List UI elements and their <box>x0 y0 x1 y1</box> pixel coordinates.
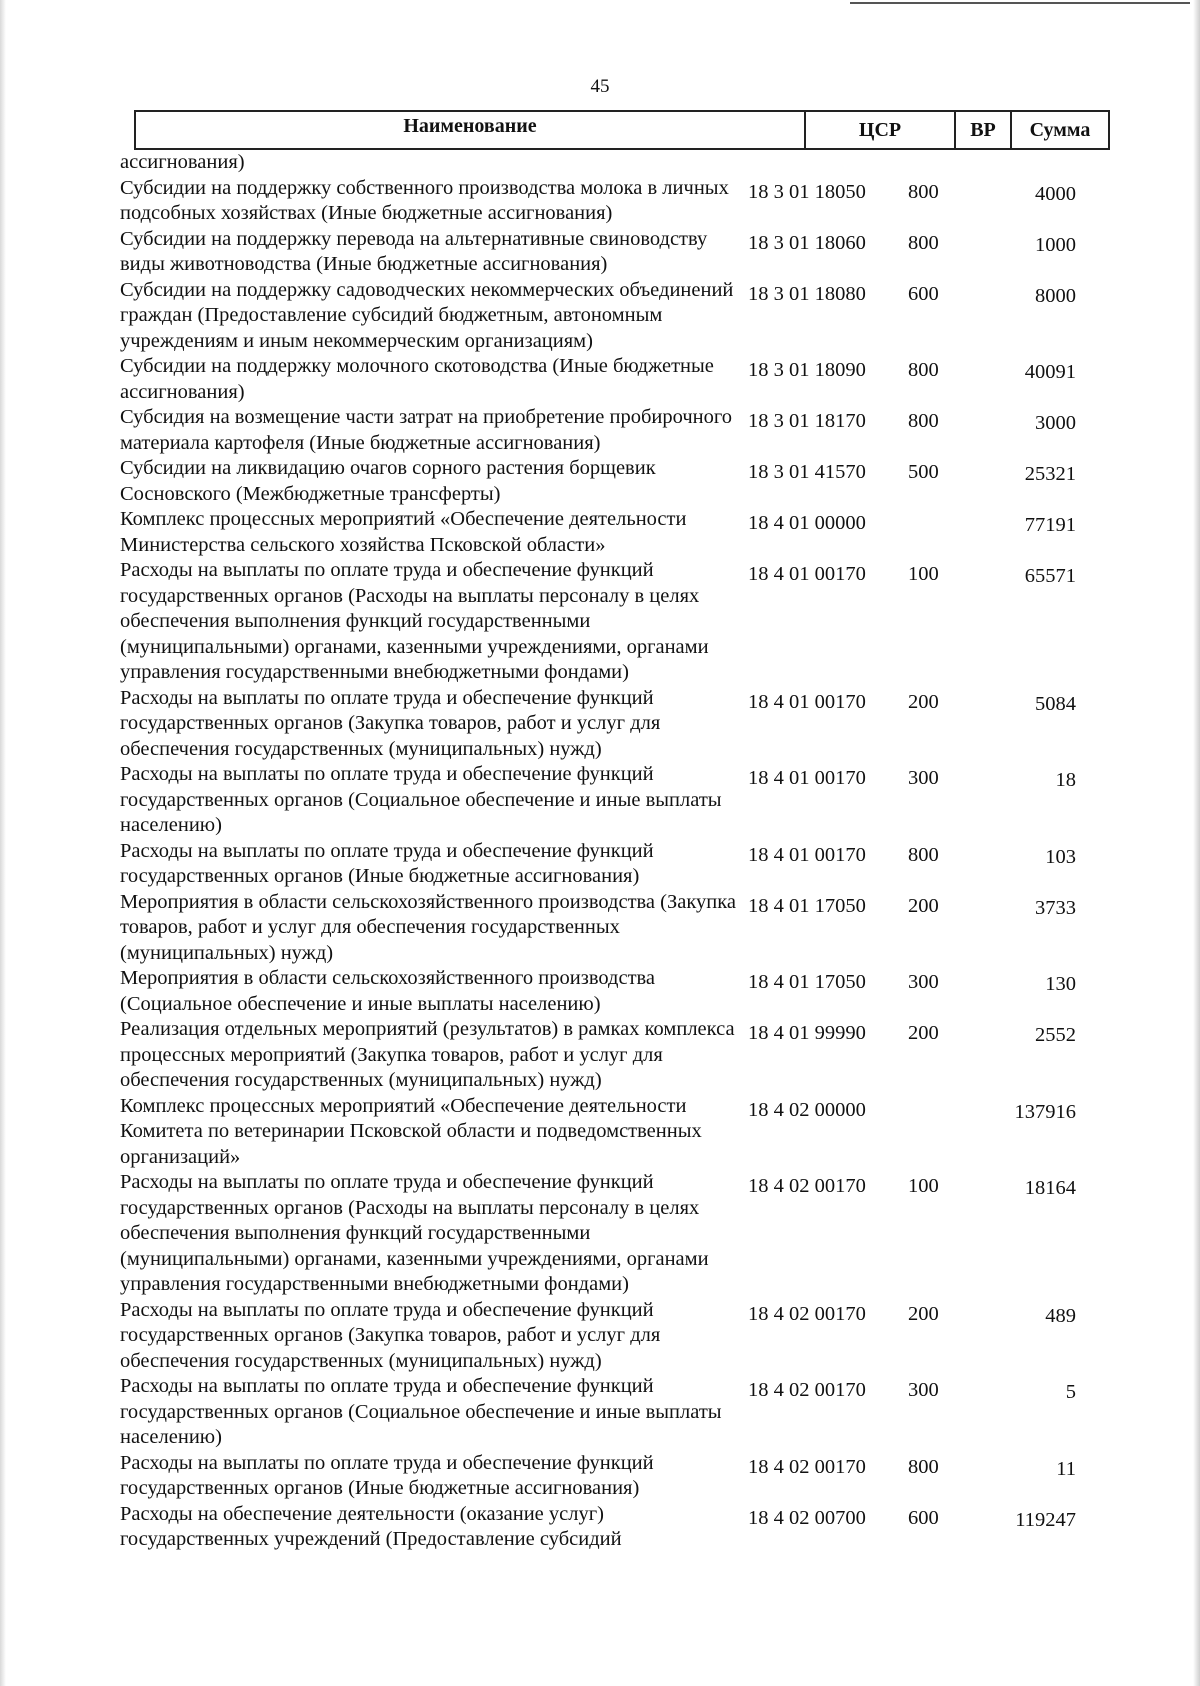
row-name: ассигнования) <box>120 151 245 173</box>
row-name: Субсидия на возмещение части затрат на приобретение пробирочного материала картофеля (Иные бюджетные ассигнования) <box>120 406 733 454</box>
row-sum: 103 <box>1045 845 1076 868</box>
row-name: Реализация отдельных мероприятий (результатов) в рамках комплекса процессных мероприятий (Закупка товаров, работ и услуг для обеспечения государственных (муниципальных) нужд) <box>120 1018 735 1091</box>
row-sum: 65571 <box>1024 565 1076 587</box>
row-name: Расходы на выплаты по оплате труда и обеспечение функций государственных органов (Расходы на выплаты персоналу в целях обеспечения выполнения функций государственными (муниципальными) органами, казенными учреждениями, органами управления государственными внебюджетными фондами) <box>120 1171 709 1295</box>
scan-edge-right <box>1193 0 1200 1686</box>
row-vr: 200 <box>908 894 939 917</box>
row-csr: 18 4 02 00700 <box>748 1506 866 1529</box>
row-sum: 3733 <box>1035 896 1076 919</box>
row-sum: 489 <box>1045 1304 1076 1327</box>
row-sum: 137916 <box>1014 1100 1076 1123</box>
table-row <box>120 966 1120 1017</box>
row-vr: 200 <box>908 690 939 713</box>
row-sum: 8000 <box>1035 284 1076 307</box>
row-name: Комплекс процессных мероприятий «Обеспечение деятельности Комитета по ветеринарии Псковской области и подведомственных организаций» <box>120 1094 702 1168</box>
budget-table <box>120 110 1120 1553</box>
header-name: Наименование <box>136 112 806 148</box>
page-number: 45 <box>590 76 610 97</box>
row-sum: 2552 <box>1035 1024 1076 1046</box>
table-row <box>120 176 1120 227</box>
row-vr: 800 <box>908 843 939 866</box>
row-csr: 18 4 02 00170 <box>748 1455 866 1478</box>
row-vr: 100 <box>908 1175 939 1197</box>
table-row <box>120 1502 1120 1553</box>
row-vr: 200 <box>908 1302 939 1325</box>
row-csr <box>748 150 908 154</box>
row-csr: 18 4 01 00170 <box>748 767 866 789</box>
row-sum: 11 <box>1056 1457 1076 1480</box>
table-row <box>120 405 1120 456</box>
row-csr: 18 4 01 99990 <box>748 1022 866 1044</box>
table-row <box>120 839 1120 890</box>
table-row <box>120 227 1120 278</box>
table-row <box>120 507 1120 558</box>
row-sum: 18 <box>1055 769 1076 791</box>
row-name: Субсидии на ликвидацию очагов сорного растения борщевик Сосновского (Межбюджетные трансферты) <box>120 457 656 505</box>
row-vr: 800 <box>908 180 939 203</box>
row-vr: 500 <box>908 461 939 483</box>
row-sum: 25321 <box>1024 463 1076 485</box>
header-csr: ЦСР <box>806 112 956 148</box>
table-row <box>120 1170 1120 1298</box>
row-csr: 18 4 02 00170 <box>748 1175 866 1197</box>
row-name: Расходы на выплаты по оплате труда и обеспечение функций государственных органов (Иные бюджетные ассигнования) <box>120 839 654 887</box>
table-row <box>120 1374 1120 1451</box>
row-vr: 300 <box>908 767 939 789</box>
row-name: Расходы на обеспечение деятельности (оказание услуг) государственных учреждений (Предоставление субсидий <box>120 1502 622 1550</box>
row-sum: 5 <box>1065 1381 1076 1403</box>
table-row <box>120 1017 1120 1094</box>
row-csr: 18 4 01 17050 <box>748 894 866 917</box>
table-body <box>120 150 1120 1553</box>
row-vr: 100 <box>908 563 939 585</box>
row-vr: 800 <box>908 1455 939 1478</box>
table-row <box>120 1298 1120 1375</box>
row-csr: 18 3 01 18080 <box>748 282 866 305</box>
row-sum: 119247 <box>1015 1508 1076 1531</box>
table-header <box>134 110 1110 150</box>
row-name: Субсидии на поддержку садоводческих некоммерческих объединений граждан (Предоставление субсидий бюджетным, автономным учреждениям и иным некоммерческим организациям) <box>120 278 734 352</box>
row-vr: 600 <box>908 1506 939 1529</box>
row-csr: 18 4 02 00170 <box>748 1379 866 1401</box>
row-name: Расходы на выплаты по оплате труда и обеспечение функций государственных органов (Расходы на выплаты персоналу в целях обеспечения выполнения функций государственными (муниципальными) органами, казенными учреждениями, органами управления государственными внебюджетными фондами) <box>120 559 709 683</box>
table-row <box>120 354 1120 405</box>
row-csr: 18 4 01 00170 <box>748 563 866 585</box>
row-name: Мероприятия в области сельскохозяйственного производства (Закупка товаров, работ и услуг для обеспечения государственных (муниципальных) нужд) <box>120 890 736 964</box>
row-csr: 18 4 01 00170 <box>748 690 866 713</box>
row-csr: 18 4 01 00170 <box>748 843 866 866</box>
row-vr: 800 <box>908 359 939 381</box>
row-csr: 18 3 01 18170 <box>748 410 866 432</box>
row-sum: 5084 <box>1035 692 1076 715</box>
row-csr: 18 3 01 18060 <box>748 231 866 254</box>
row-sum: 18164 <box>1024 1177 1076 1199</box>
row-csr: 18 3 01 18090 <box>748 359 866 381</box>
row-vr <box>908 150 958 154</box>
row-csr: 18 4 01 00000 <box>748 512 866 534</box>
row-csr: 18 4 02 00000 <box>748 1098 866 1121</box>
row-vr: 600 <box>908 282 939 305</box>
table-row <box>120 1094 1120 1171</box>
header-sum: Сумма <box>1029 119 1091 141</box>
table-row <box>120 762 1120 839</box>
row-sum <box>958 150 1076 156</box>
row-sum: 40091 <box>1024 361 1076 383</box>
table-row <box>120 686 1120 763</box>
row-name: Мероприятия в области сельскохозяйственного производства (Социальное обеспечение и иные выплаты населению) <box>120 967 656 1015</box>
row-vr: 800 <box>908 231 939 254</box>
table-row <box>120 150 1120 176</box>
row-name: Расходы на выплаты по оплате труда и обеспечение функций государственных органов (Иные бюджетные ассигнования) <box>120 1451 654 1499</box>
header-vr: ВР <box>956 112 1012 148</box>
row-name: Расходы на выплаты по оплате труда и обеспечение функций государственных органов (Закупка товаров, работ и услуг для обеспечения государственных (муниципальных) нужд) <box>120 1298 661 1372</box>
row-sum: 4000 <box>1035 182 1076 205</box>
row-name: Расходы на выплаты по оплате труда и обеспечение функций государственных органов (Социальное обеспечение и иные выплаты населению) <box>120 1375 722 1448</box>
table-row <box>120 278 1120 355</box>
row-name: Расходы на выплаты по оплате труда и обеспечение функций государственных органов (Закупка товаров, работ и услуг для обеспечения государственных (муниципальных) нужд) <box>120 686 661 760</box>
row-csr: 18 4 01 17050 <box>748 971 866 993</box>
row-vr: 800 <box>908 410 939 432</box>
row-name: Комплекс процессных мероприятий «Обеспечение деятельности Министерства сельского хозяйства Псковской области» <box>120 508 687 556</box>
table-row <box>120 456 1120 507</box>
row-name: Субсидии на поддержку молочного скотоводства (Иные бюджетные ассигнования) <box>120 355 714 403</box>
row-name: Расходы на выплаты по оплате труда и обеспечение функций государственных органов (Социальное обеспечение и иные выплаты населению) <box>120 763 722 836</box>
row-csr: 18 3 01 18050 <box>748 180 866 203</box>
table-row <box>120 558 1120 686</box>
table-row <box>120 890 1120 967</box>
row-sum: 1000 <box>1035 233 1076 256</box>
row-sum: 3000 <box>1035 412 1076 434</box>
row-name: Субсидии на поддержку перевода на альтернативные свиноводству виды животноводства (Иные бюджетные ассигнования) <box>120 227 708 275</box>
table-row <box>120 1451 1120 1502</box>
row-csr: 18 4 02 00170 <box>748 1302 866 1325</box>
row-vr: 200 <box>908 1022 939 1044</box>
row-sum: 130 <box>1045 973 1076 995</box>
top-rule <box>850 2 1190 4</box>
row-vr <box>908 1094 958 1098</box>
row-csr: 18 3 01 41570 <box>748 461 866 483</box>
row-name: Субсидии на поддержку собственного производства молока в личных подсобных хозяйствах (Иные бюджетные ассигнования) <box>120 176 729 224</box>
scan-edge-left <box>0 0 6 1686</box>
row-vr: 300 <box>908 1379 939 1401</box>
row-vr <box>908 507 958 511</box>
row-sum: 77191 <box>1024 514 1076 536</box>
row-vr: 300 <box>908 971 939 993</box>
